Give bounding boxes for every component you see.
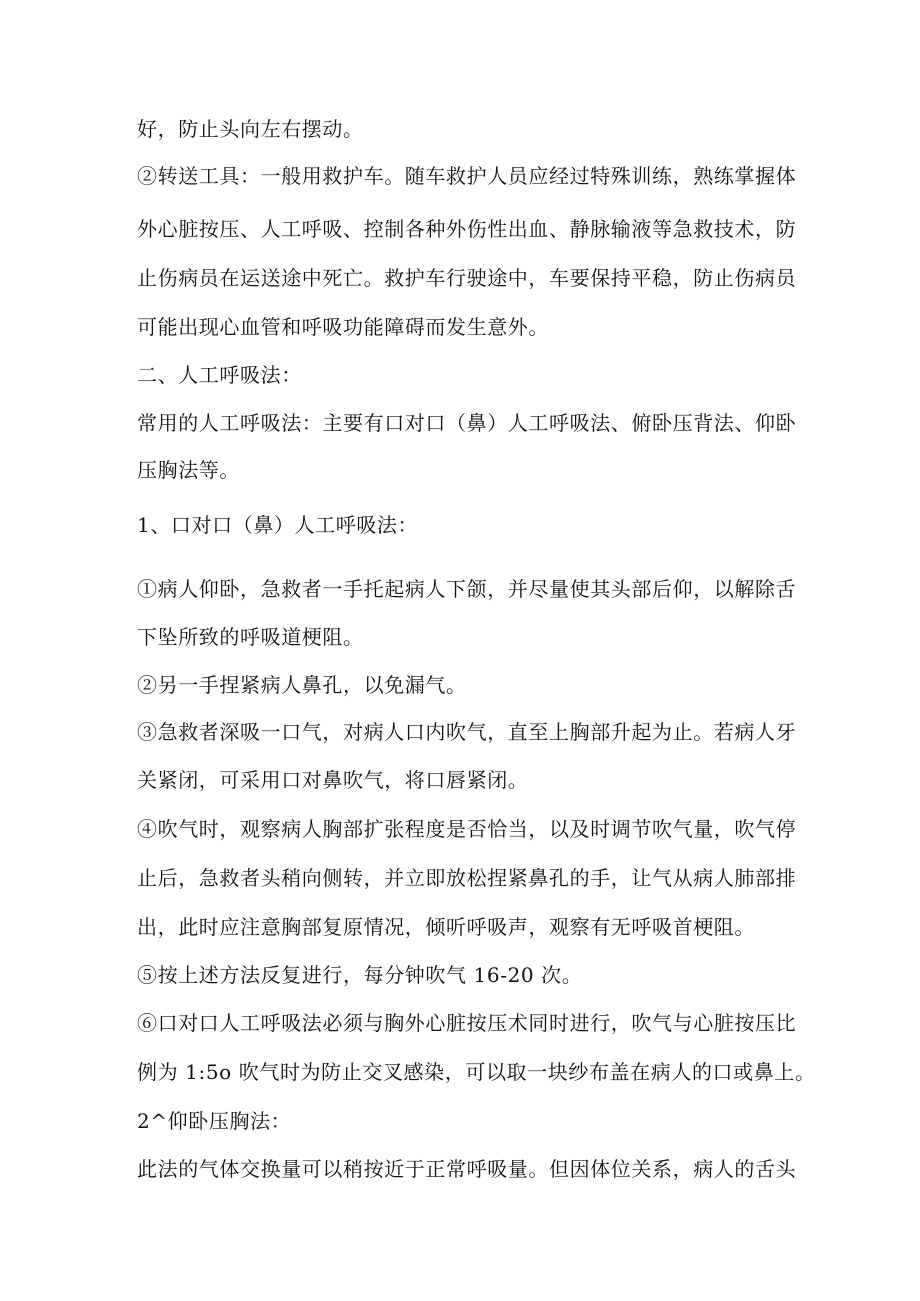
- text-line-10: ①病人仰卧，急救者一手托起病人下颌，并尽量使其头部后仰，以解除舌: [137, 577, 797, 601]
- text-line-17: 出，此时应注意胸部复原情况，倾听呼吸声，观察有无呼吸首梗阻。: [137, 915, 755, 939]
- text-line-15: ④吹气时，观察病人胸部扩张程度是否恰当，以及时调节吹气量，吹气停: [137, 817, 797, 841]
- text-line-3: 外心脏按压、人工呼吸、控制各种外伤性出血、静脉输液等急救技术，防: [137, 217, 797, 241]
- subsection-heading-2: 2^仰卧压胸法：: [137, 1109, 292, 1133]
- text-line-13: ③急救者深吸一口气，对病人口内吹气，直至上胸部升起为止。若病人牙: [137, 720, 797, 744]
- text-line-19: ⑥口对口人工呼吸法必须与胸外心脏按压术同时进行，吹气与心脏按压比: [137, 1011, 797, 1035]
- text-line-7: 常用的人工呼吸法：主要有口对口（鼻）人工呼吸法、俯卧压背法、仰卧: [137, 411, 797, 435]
- text-line-5: 可能出现心血管和呼吸功能障碍而发生意外。: [137, 315, 549, 339]
- subsection-heading-1: 1、口对口（鼻）人工呼吸法：: [137, 513, 419, 537]
- text-line-11: 下坠所致的呼吸道梗阻。: [137, 625, 364, 649]
- text-line-22: 此法的气体交换量可以稍按近于正常呼吸量。但因体位关系，病人的舌头: [137, 1157, 797, 1181]
- text-line-18: ⑤按上述方法反复进行，每分钟吹气 16-20 次。: [137, 963, 583, 987]
- text-line-2: ②转送工具：一般用救护车。随车救护人员应经过特殊训练，熟练掌握体: [137, 164, 797, 188]
- text-line-14: 关紧闭，可采用口对鼻吹气，将口唇紧闭。: [137, 768, 529, 792]
- text-line-20: 例为 1:5o 吹气时为防止交叉感染，可以取一块纱布盖在病人的口或鼻上。: [137, 1060, 816, 1084]
- text-line-8: 压胸法等。: [137, 458, 240, 482]
- text-line-1: 好，防止头向左右摆动。: [137, 117, 364, 141]
- text-line-12: ②另一手捏紧病人鼻孔，以免漏气。: [137, 673, 467, 697]
- text-line-4: 止伤病员在运送途中死亡。救护车行驶途中，车要保持平稳，防止伤病员: [137, 266, 797, 290]
- text-line-16: 止后，急救者头稍向侧转，并立即放松捏紧鼻孔的手，让气从病人肺部排: [137, 866, 797, 890]
- section-heading: 二、人工呼吸法：: [137, 363, 302, 387]
